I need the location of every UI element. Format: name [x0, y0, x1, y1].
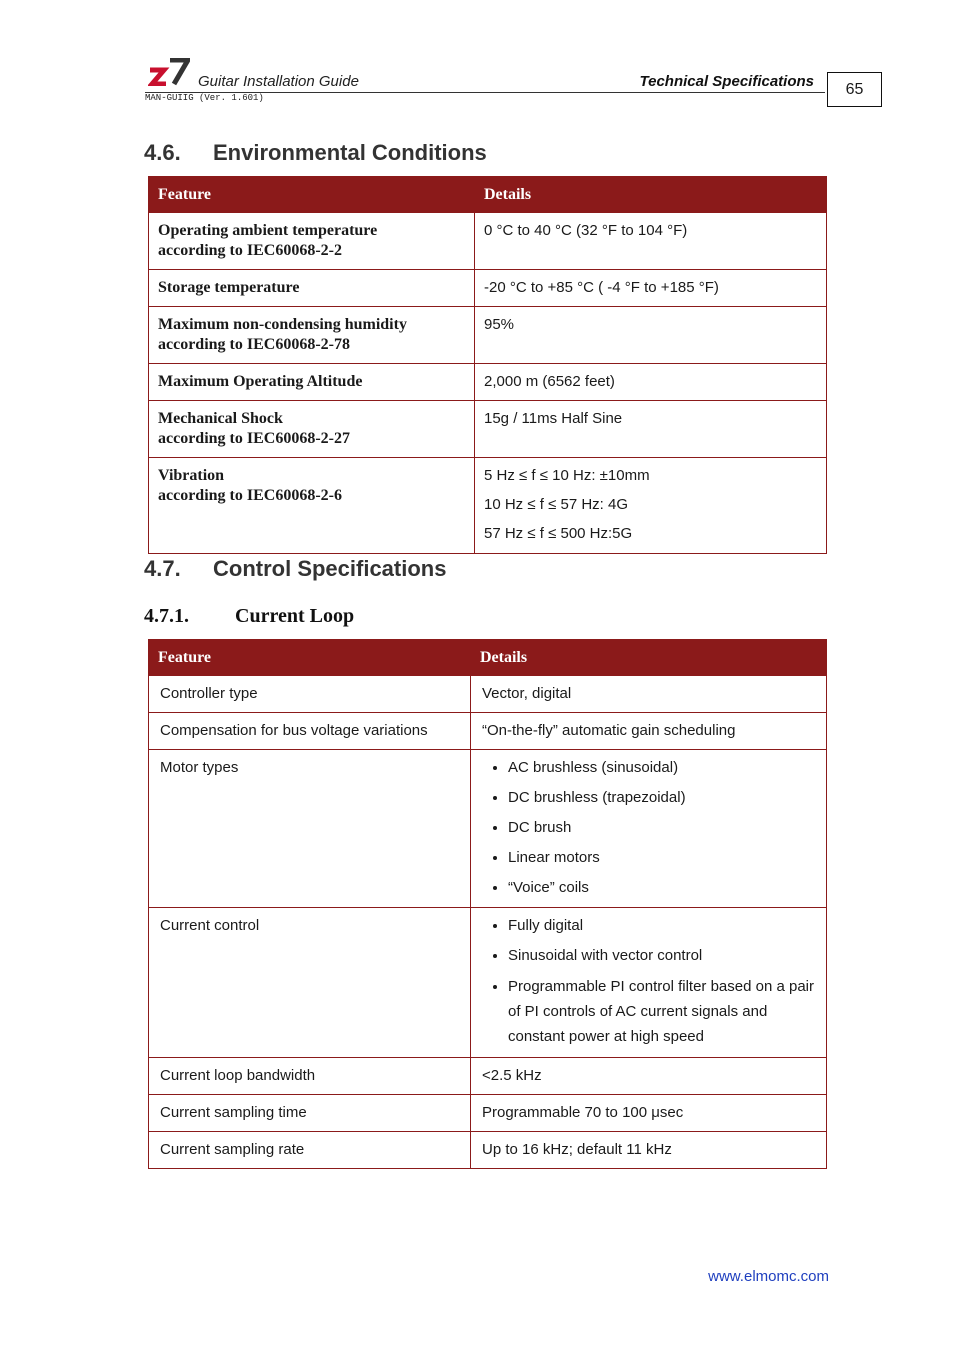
table-header-row	[149, 640, 827, 676]
table-row	[149, 1095, 827, 1132]
details-cell: “On-the-fly” automatic gain scheduling	[471, 713, 827, 750]
feature-text: Maximum non-condensing humidity	[158, 316, 407, 333]
table-row	[149, 401, 827, 458]
feature-cell: Compensation for bus voltage variations	[149, 713, 471, 750]
section-title: Technical Specifications	[639, 73, 814, 90]
details-cell: Up to 16 kHz; default 11 kHz	[471, 1132, 827, 1169]
table-row	[149, 458, 827, 554]
details-cell: Programmable 70 to 100 μsec	[471, 1095, 827, 1132]
table-row	[149, 1058, 827, 1095]
website-link[interactable]: www.elmomc.com	[708, 1268, 829, 1285]
feature-text: according to IEC60068-2-2	[158, 242, 342, 259]
feature-cell: Controller type	[149, 676, 471, 713]
details-cell	[471, 750, 827, 908]
feature-cell: Motor types	[149, 750, 471, 908]
feature-cell	[149, 213, 475, 270]
table-row	[149, 750, 827, 908]
list-item: • DC brushless (trapezoidal)	[508, 788, 815, 808]
doc-title: Guitar Installation Guide	[198, 73, 359, 90]
feature-text: according to IEC60068-2-78	[158, 336, 350, 353]
feature-text: Vibration	[158, 467, 225, 484]
table-row	[149, 908, 827, 1058]
current-control-list	[482, 916, 815, 1049]
details-cell: Vector, digital	[471, 676, 827, 713]
details-cell: 0 °C to 40 °C (32 °F to 104 °F)	[475, 213, 827, 270]
list-item: • AC brushless (sinusoidal)	[508, 758, 815, 778]
details-line: 10 Hz ≤ f ≤ 57 Hz: 4G	[484, 496, 629, 513]
details-line: 57 Hz ≤ f ≤ 500 Hz:5G	[484, 525, 633, 542]
current-loop-heading-number: 4.7.1.	[144, 605, 189, 627]
feature-cell: Current sampling rate	[149, 1132, 471, 1169]
motor-types-list	[482, 758, 815, 898]
current-loop-heading	[144, 605, 354, 628]
feature-cell	[149, 364, 475, 401]
current-loop-heading-text: Current Loop	[235, 605, 355, 627]
feature-cell	[149, 401, 475, 458]
table-row	[149, 270, 827, 307]
current-loop-table	[148, 639, 827, 1169]
details-cell: 15g / 11ms Half Sine	[475, 401, 827, 458]
feature-text: Mechanical Shock	[158, 410, 283, 427]
list-item: • Programmable PI control filter based on a pair of PI controls of AC current signals and constant power at high speed	[508, 974, 815, 1049]
col-header-details: Details	[471, 640, 827, 676]
feature-text: Operating ambient temperature	[158, 222, 378, 239]
page-number: 65	[827, 72, 882, 107]
table-row	[149, 1132, 827, 1169]
details-cell: 2,000 m (6562 feet)	[475, 364, 827, 401]
control-heading	[144, 556, 446, 582]
feature-cell	[149, 270, 475, 307]
col-header-details: Details	[475, 177, 827, 213]
table-row	[149, 676, 827, 713]
feature-cell: Current loop bandwidth	[149, 1058, 471, 1095]
elmo-logo-icon	[148, 58, 190, 86]
feature-text: Maximum Operating Altitude	[158, 373, 363, 390]
details-cell	[471, 908, 827, 1058]
details-cell: 95%	[475, 307, 827, 364]
table-header-row	[149, 177, 827, 213]
env-heading	[144, 140, 487, 166]
col-header-feature: Feature	[149, 177, 475, 213]
environment-table	[148, 176, 827, 554]
feature-text: Storage temperature	[158, 279, 300, 296]
table-row	[149, 307, 827, 364]
table-row	[149, 713, 827, 750]
env-heading-number: 4.6.	[144, 140, 181, 165]
list-item: • Fully digital	[508, 916, 815, 936]
details-cell: -20 °C to +85 °C ( -4 °F to +185 °F)	[475, 270, 827, 307]
col-header-feature: Feature	[149, 640, 471, 676]
feature-cell	[149, 307, 475, 364]
feature-text: according to IEC60068-2-6	[158, 487, 342, 504]
feature-cell: Current control	[149, 908, 471, 1058]
list-item: • Sinusoidal with vector control	[508, 946, 815, 966]
list-item: • “Voice” coils	[508, 878, 815, 898]
feature-text: according to IEC60068-2-27	[158, 430, 350, 447]
table-row	[149, 364, 827, 401]
details-line: 5 Hz ≤ f ≤ 10 Hz: ±10mm	[484, 467, 650, 484]
control-heading-number: 4.7.	[144, 556, 181, 581]
feature-cell	[149, 458, 475, 554]
details-cell	[475, 458, 827, 554]
list-item: • DC brush	[508, 818, 815, 838]
list-item: • Linear motors	[508, 848, 815, 868]
env-heading-text: Environmental Conditions	[213, 140, 487, 165]
manual-id: MAN-GUIIG (Ver. 1.601)	[145, 93, 264, 103]
details-cell: <2.5 kHz	[471, 1058, 827, 1095]
control-heading-text: Control Specifications	[213, 556, 447, 581]
table-row	[149, 213, 827, 270]
feature-cell: Current sampling time	[149, 1095, 471, 1132]
